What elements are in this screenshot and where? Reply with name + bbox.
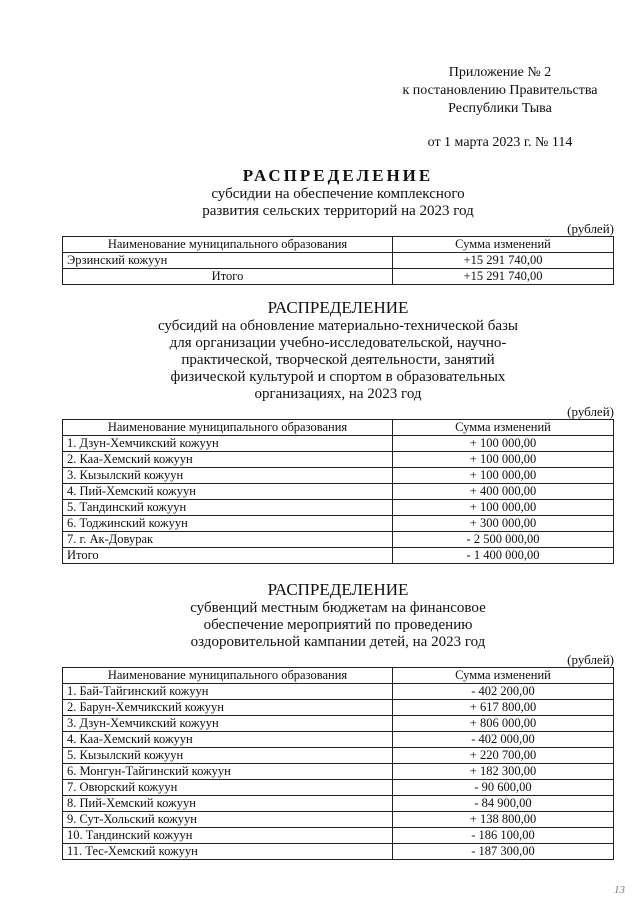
row-name: 6. Тоджинский кожуун — [63, 516, 393, 532]
table-header-row — [63, 237, 614, 253]
row-name: 5. Кызылский кожуун — [63, 748, 393, 764]
row-sum: + 220 700,00 — [393, 748, 614, 764]
table-row — [63, 780, 614, 796]
column-header-name: Наименование муниципального образования — [63, 668, 393, 684]
units-label: (рублей) — [567, 652, 614, 667]
column-header-sum: Сумма изменений — [393, 668, 614, 684]
row-sum: + 100 000,00 — [393, 468, 614, 484]
row-sum: +15 291 740,00 — [393, 253, 614, 269]
appendix-line: Республики Тыва — [448, 101, 552, 116]
total-sum: - 1 400 000,00 — [393, 548, 614, 564]
row-sum: - 402 200,00 — [393, 684, 614, 700]
row-name: 3. Дзун-Хемчикский кожуун — [63, 716, 393, 732]
total-sum: +15 291 740,00 — [393, 269, 614, 285]
table-row — [63, 253, 614, 269]
row-sum: - 187 300,00 — [393, 844, 614, 860]
table-row — [63, 684, 614, 700]
row-sum: + 182 300,00 — [393, 764, 614, 780]
table-total-row — [63, 269, 614, 285]
table-row — [63, 484, 614, 500]
row-name: 2. Барун-Хемчикский кожуун — [63, 700, 393, 716]
row-sum: - 2 500 000,00 — [393, 532, 614, 548]
table-row — [63, 436, 614, 452]
table-row — [63, 700, 614, 716]
row-sum: + 138 800,00 — [393, 812, 614, 828]
row-sum: - 186 100,00 — [393, 828, 614, 844]
section-subtitle: организациях, на 2023 год — [254, 386, 422, 402]
column-header-sum: Сумма изменений — [393, 237, 614, 253]
row-sum: - 84 900,00 — [393, 796, 614, 812]
appendix-block — [380, 64, 620, 152]
distribution-table — [62, 419, 614, 564]
table-row — [63, 716, 614, 732]
section-2 — [62, 298, 614, 564]
row-name: 2. Каа-Хемский кожуун — [63, 452, 393, 468]
row-sum: + 617 800,00 — [393, 700, 614, 716]
table-header-row — [63, 668, 614, 684]
row-name: 6. Монгун-Тайгинский кожуун — [63, 764, 393, 780]
section-title: РАСПРЕДЕЛЕНИЕ — [242, 166, 434, 185]
appendix-date: от 1 марта 2023 г. № 114 — [427, 135, 573, 150]
table-row — [63, 516, 614, 532]
table-row — [63, 452, 614, 468]
row-sum: + 806 000,00 — [393, 716, 614, 732]
section-3 — [62, 580, 614, 860]
table-row — [63, 844, 614, 860]
table-row — [63, 812, 614, 828]
row-name: 3. Кызылский кожуун — [63, 468, 393, 484]
table-header-row — [63, 420, 614, 436]
section-subtitle: обеспечение мероприятий по проведению — [203, 617, 473, 633]
row-name: 10. Тандинский кожуун — [63, 828, 393, 844]
section-subtitle: субвенций местным бюджетам на финансовое — [190, 600, 486, 616]
table-row — [63, 828, 614, 844]
page-number: 13 — [614, 884, 625, 896]
row-name: 4. Каа-Хемский кожуун — [63, 732, 393, 748]
row-name: 8. Пий-Хемский кожуун — [63, 796, 393, 812]
table-row — [63, 732, 614, 748]
table-row — [63, 468, 614, 484]
total-label: Итого — [63, 269, 393, 285]
row-sum: - 402 000,00 — [393, 732, 614, 748]
row-sum: - 90 600,00 — [393, 780, 614, 796]
row-name: 4. Пий-Хемский кожуун — [63, 484, 393, 500]
row-name: Эрзинский кожуун — [63, 253, 393, 269]
distribution-table — [62, 236, 614, 285]
row-name: 1. Бай-Тайгинский кожуун — [63, 684, 393, 700]
section-title: РАСПРЕДЕЛЕНИЕ — [267, 298, 409, 317]
row-name: 5. Тандинский кожуун — [63, 500, 393, 516]
row-name: 11. Тес-Хемский кожуун — [63, 844, 393, 860]
section-subtitle: развития сельских территорий на 2023 год — [202, 203, 474, 219]
row-sum: + 300 000,00 — [393, 516, 614, 532]
section-subtitle: оздоровительной кампании детей, на 2023 год — [190, 634, 486, 650]
column-header-sum: Сумма изменений — [393, 420, 614, 436]
column-header-name: Наименование муниципального образования — [63, 420, 393, 436]
row-sum: + 100 000,00 — [393, 452, 614, 468]
distribution-table — [62, 667, 614, 860]
row-name: 7. г. Ак-Довурак — [63, 532, 393, 548]
appendix-line: к постановлению Правительства — [402, 83, 598, 98]
section-title: РАСПРЕДЕЛЕНИЕ — [267, 580, 409, 599]
section-subtitle: физической культурой и спортом в образовательных — [170, 369, 506, 385]
section-1 — [62, 166, 614, 285]
table-total-row — [63, 548, 614, 564]
row-sum: + 100 000,00 — [393, 436, 614, 452]
section-subtitle: для организации учебно-исследовательской, научно- — [169, 335, 507, 351]
appendix-line: Приложение № 2 — [448, 65, 552, 80]
section-subtitle: субсидии на обеспечение комплексного — [211, 186, 465, 202]
column-header-name: Наименование муниципального образования — [63, 237, 393, 253]
row-sum: + 400 000,00 — [393, 484, 614, 500]
row-name: 9. Сут-Хольский кожуун — [63, 812, 393, 828]
table-row — [63, 500, 614, 516]
row-name: 1. Дзун-Хемчикский кожуун — [63, 436, 393, 452]
section-subtitle: субсидий на обновление материально-технической базы — [157, 318, 519, 334]
table-row — [63, 796, 614, 812]
table-row — [63, 532, 614, 548]
table-row — [63, 748, 614, 764]
row-name: 7. Овюрский кожуун — [63, 780, 393, 796]
row-sum: + 100 000,00 — [393, 500, 614, 516]
section-subtitle: практической, творческой деятельности, занятий — [181, 352, 495, 368]
total-label: Итого — [63, 548, 393, 564]
units-label: (рублей) — [567, 221, 614, 236]
table-row — [63, 764, 614, 780]
units-label: (рублей) — [567, 404, 614, 419]
